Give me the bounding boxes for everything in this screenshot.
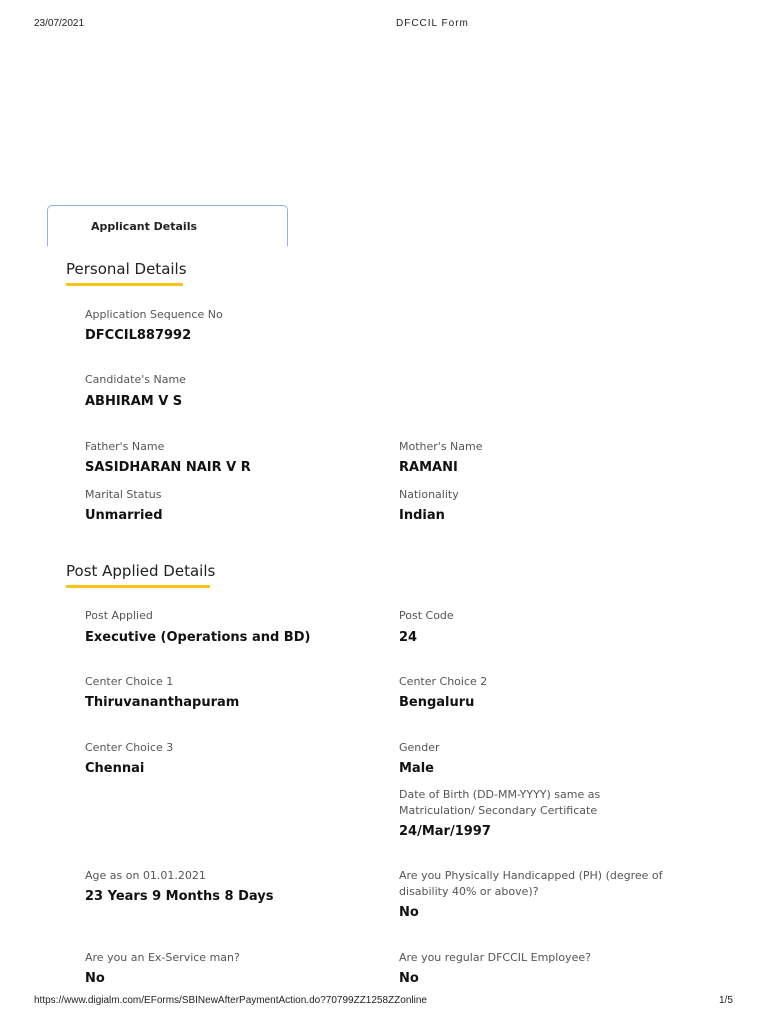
value-post-code: 24 xyxy=(399,630,418,645)
value-center-choice-2: Bengaluru xyxy=(399,695,475,710)
label-center-choice-2: Center Choice 2 xyxy=(399,675,488,688)
section-underline xyxy=(66,585,210,588)
value-center-choice-3: Chennai xyxy=(85,761,145,776)
section-underline xyxy=(66,283,183,286)
label-post-code: Post Code xyxy=(399,609,454,622)
section-title-personal: Personal Details xyxy=(66,260,187,278)
label-ex-service: Are you an Ex-Service man? xyxy=(85,951,240,964)
value-center-choice-1: Thiruvananthapuram xyxy=(85,695,240,710)
section-title-post: Post Applied Details xyxy=(66,562,216,580)
print-title: DFCCIL Form xyxy=(396,18,469,29)
print-date: 23/07/2021 xyxy=(34,18,85,29)
value-age: 23 Years 9 Months 8 Days xyxy=(85,889,274,904)
value-marital-status: Unmarried xyxy=(85,508,163,523)
label-application-sequence: Application Sequence No xyxy=(85,308,223,321)
value-father-name: SASIDHARAN NAIR V R xyxy=(85,460,251,475)
label-age: Age as on 01.01.2021 xyxy=(85,869,206,882)
label-date-of-birth: Date of Birth (DD-MM-YYYY) same as Matriculation/ Secondary Certificate xyxy=(399,788,601,817)
label-post-applied: Post Applied xyxy=(85,609,153,622)
value-nationality: Indian xyxy=(399,508,445,523)
tab-label: Applicant Details xyxy=(91,220,198,233)
label-mother-name: Mother's Name xyxy=(399,440,483,453)
label-physically-handicapped: Are you Physically Handicapped (PH) (degree of disability 40% or above)? xyxy=(399,869,663,898)
value-mother-name: RAMANI xyxy=(399,460,458,475)
label-marital-status: Marital Status xyxy=(85,488,162,501)
value-candidate-name: ABHIRAM V S xyxy=(85,394,183,409)
value-date-of-birth: 24/Mar/1997 xyxy=(399,824,491,839)
value-dfccil-employee: No xyxy=(399,971,419,986)
print-url: https://www.digialm.com/EForms/SBINewAfterPaymentAction.do?70799ZZ1258ZZonline xyxy=(34,995,427,1006)
label-gender: Gender xyxy=(399,741,440,754)
label-dfccil-employee: Are you regular DFCCIL Employee? xyxy=(399,951,591,964)
label-center-choice-3: Center Choice 3 xyxy=(85,741,174,754)
label-nationality: Nationality xyxy=(399,488,459,501)
label-center-choice-1: Center Choice 1 xyxy=(85,675,174,688)
page-number: 1/5 xyxy=(719,995,733,1006)
value-physically-handicapped: No xyxy=(399,905,419,920)
value-ex-service: No xyxy=(85,971,105,986)
label-candidate-name: Candidate's Name xyxy=(85,373,186,386)
value-application-sequence: DFCCIL887992 xyxy=(85,328,192,343)
value-gender: Male xyxy=(399,761,434,776)
value-post-applied: Executive (Operations and BD) xyxy=(85,630,311,645)
label-father-name: Father's Name xyxy=(85,440,165,453)
tab-applicant-details[interactable] xyxy=(47,205,288,246)
